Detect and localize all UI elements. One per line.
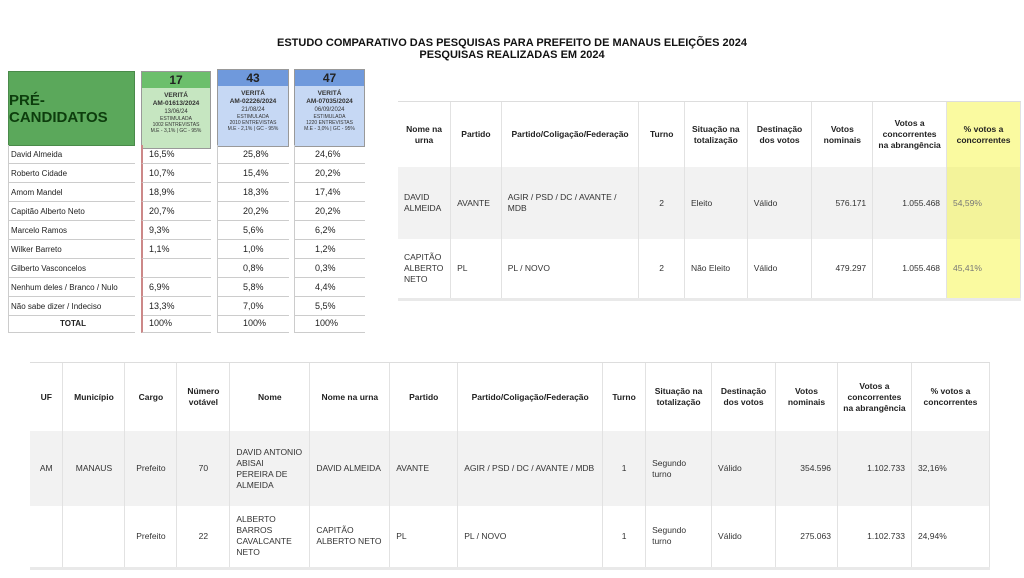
cell-nome-urna: DAVID ALMEIDA — [310, 431, 390, 506]
poll-row — [8, 164, 365, 183]
candidate-name: Nenhum deles / Branco / Nulo — [8, 278, 135, 297]
poll-value: 5,5% — [294, 297, 365, 316]
col-header-votos: Votos nominais — [812, 102, 873, 167]
cell-concorrentes: 1.102.733 — [837, 431, 911, 506]
col-header-cargo: Cargo — [125, 363, 177, 431]
col-header-destinacao: Destinação dos votos — [712, 363, 776, 431]
cell-numero: 22 — [177, 506, 230, 568]
poll-value: 9,3% — [141, 221, 211, 240]
poll-method: ESTIMULADA — [237, 114, 269, 120]
poll-value: 0,8% — [217, 259, 289, 278]
poll-value: 0,3% — [294, 259, 365, 278]
cell-pct: 45,41% — [947, 239, 1021, 299]
poll-sample: 1220 ENTREVISTAS — [306, 120, 353, 126]
poll-number: 17 — [142, 72, 210, 88]
poll-value — [141, 259, 211, 278]
poll-value: 20,2% — [217, 202, 289, 221]
cell-pct: 24,94% — [911, 506, 989, 568]
col-header-situacao: Situação na totalização — [646, 363, 712, 431]
title-line-2: PESQUISAS REALIZADAS EM 2024 — [419, 49, 605, 61]
candidate-name: Não sabe dizer / Indeciso — [8, 297, 135, 316]
cell-situacao: Segundo turno — [646, 506, 712, 568]
col-header-partido: Partido — [451, 102, 502, 167]
poll-registry: AM-07035/2024 — [306, 98, 353, 105]
cell-destinacao: Válido — [712, 431, 776, 506]
col-header-nome-urna: Nome na urna — [398, 102, 451, 167]
poll-value: 5,6% — [217, 221, 289, 240]
cell-coligacao: AGIR / PSD / DC / AVANTE / MDB — [501, 167, 639, 239]
cell-pct: 54,59% — [947, 167, 1021, 239]
poll-total-row — [8, 314, 365, 333]
cell-concorrentes: 1.055.468 — [873, 167, 947, 239]
poll-info — [218, 86, 288, 146]
candidate-name: Gilberto Vasconcelos — [8, 259, 135, 278]
cell-situacao: Segundo turno — [646, 431, 712, 506]
cell-nome-urna: CAPITÃO ALBERTO NETO — [398, 239, 451, 299]
cell-nome-urna: DAVID ALMEIDA — [398, 167, 451, 239]
col-header-situacao: Situação na totalização — [684, 102, 747, 167]
poll-registry: AM-01613/2024 — [152, 100, 200, 107]
cell-votos: 576.171 — [812, 167, 873, 239]
poll-sample: 2010 ENTREVISTAS — [229, 120, 277, 126]
cell-votos: 275.063 — [776, 506, 838, 568]
poll-info — [142, 88, 210, 148]
poll-column-2 — [217, 69, 289, 147]
poll-row — [8, 202, 365, 221]
poll-row — [8, 240, 365, 259]
poll-margin: M.E - 3,1% | GC - 95% — [150, 128, 202, 134]
poll-date: 21/08/24 — [241, 107, 265, 113]
candidates-header: PRÉ-CANDIDATOS — [8, 71, 135, 146]
poll-row — [8, 259, 365, 278]
poll-value: 24,6% — [294, 145, 365, 164]
col-header-municipio: Município — [63, 363, 125, 431]
cell-municipio — [63, 506, 125, 568]
cell-concorrentes: 1.055.468 — [873, 239, 947, 299]
poll-value: 18,3% — [217, 183, 289, 202]
poll-info — [295, 86, 364, 146]
candidate-name: David Almeida — [8, 145, 135, 164]
poll-value: 5,8% — [217, 278, 289, 297]
poll-value: 20,2% — [294, 202, 365, 221]
col-header-pct: % votos a concorrentes — [911, 363, 989, 431]
poll-number: 43 — [218, 70, 288, 86]
poll-row — [8, 221, 365, 240]
poll-column-3 — [294, 69, 365, 147]
poll-value: 1,0% — [217, 240, 289, 259]
poll-margin: M.E - 3,0% | GC - 95% — [304, 126, 355, 132]
poll-value: 20,2% — [294, 164, 365, 183]
cell-turno: 1 — [603, 431, 646, 506]
cell-destinacao: Válido — [747, 239, 812, 299]
page-title — [0, 37, 1024, 61]
col-header-turno: Turno — [603, 363, 646, 431]
col-header-concorrentes: Votos a concorrentes na abrangência — [837, 363, 911, 431]
poll-value: 17,4% — [294, 183, 365, 202]
col-header-numero: Número votável — [177, 363, 230, 431]
col-header-pct: % votos a concorrentes — [947, 102, 1021, 167]
cell-votos: 354.596 — [776, 431, 838, 506]
candidate-name: Amom Mandel — [8, 183, 135, 202]
cell-municipio: MANAUS — [63, 431, 125, 506]
poll-value: 4,4% — [294, 278, 365, 297]
cell-pct: 32,16% — [911, 431, 989, 506]
poll-date: 13/06/24 — [164, 109, 188, 115]
cell-destinacao: Válido — [747, 167, 812, 239]
table-row — [398, 167, 1021, 239]
col-header-partido: Partido — [390, 363, 458, 431]
poll-method: ESTIMULADA — [313, 114, 346, 120]
cell-coligacao: AGIR / PSD / DC / AVANTE / MDB — [458, 431, 603, 506]
cell-partido: PL — [451, 239, 502, 299]
col-header-nome-urna: Nome na urna — [310, 363, 390, 431]
cell-situacao: Eleito — [684, 167, 747, 239]
poll-method: ESTIMULADA — [160, 116, 192, 122]
cell-partido: AVANTE — [390, 431, 458, 506]
poll-margin: M.E - 2,1% | GC - 95% — [227, 126, 279, 132]
poll-value: 25,8% — [217, 145, 289, 164]
poll-value: 6,9% — [141, 278, 211, 297]
poll-institute: VERITÁ — [241, 90, 265, 97]
poll-value: 100% — [217, 314, 289, 333]
cell-coligacao: PL / NOVO — [458, 506, 603, 568]
cell-turno: 2 — [639, 239, 685, 299]
poll-value: 6,2% — [294, 221, 365, 240]
col-header-coligacao: Partido/Coligação/Federação — [501, 102, 639, 167]
poll-registry: AM-02226/2024 — [229, 98, 277, 105]
poll-row — [8, 278, 365, 297]
poll-value: 18,9% — [141, 183, 211, 202]
title-line-1: ESTUDO COMPARATIVO DAS PESQUISAS PARA PREFEITO DE MANAUS ELEIÇÕES 2024 — [276, 37, 748, 49]
cell-numero: 70 — [177, 431, 230, 506]
poll-value: 100% — [141, 314, 211, 333]
table-row — [398, 239, 1021, 299]
poll-institute: VERITÁ — [317, 90, 342, 97]
poll-value: 7,0% — [217, 297, 289, 316]
col-header-turno: Turno — [639, 102, 685, 167]
poll-value: 100% — [294, 314, 365, 333]
poll-number: 47 — [295, 70, 364, 86]
poll-institute: VERITÁ — [164, 92, 188, 99]
col-header-nome: Nome — [230, 363, 310, 431]
candidate-name: Capitão Alberto Neto — [8, 202, 135, 221]
cell-destinacao: Válido — [712, 506, 776, 568]
col-header-votos: Votos nominais — [776, 363, 838, 431]
total-label: TOTAL — [8, 314, 135, 333]
cell-cargo: Prefeito — [125, 431, 177, 506]
poll-sample: 1002 ENTREVISTAS — [152, 122, 200, 128]
second-round-results-table — [398, 101, 1021, 301]
poll-table — [8, 69, 365, 331]
col-header-uf: UF — [30, 363, 63, 431]
first-round-results-table — [30, 362, 990, 572]
poll-value: 15,4% — [217, 164, 289, 183]
col-header-concorrentes: Votos a concorrentes na abrangência — [873, 102, 947, 167]
poll-value: 1,1% — [141, 240, 211, 259]
cell-partido: PL — [390, 506, 458, 568]
candidate-name: Wilker Barreto — [8, 240, 135, 259]
poll-value: 1,2% — [294, 240, 365, 259]
poll-column-1 — [141, 71, 211, 149]
poll-value: 16,5% — [141, 145, 211, 164]
candidate-name: Marcelo Ramos — [8, 221, 135, 240]
poll-value: 20,7% — [141, 202, 211, 221]
col-header-coligacao: Partido/Coligação/Federação — [458, 363, 603, 431]
cell-coligacao: PL / NOVO — [501, 239, 639, 299]
poll-value: 10,7% — [141, 164, 211, 183]
cell-nome: ALBERTO BARROS CAVALCANTE NETO — [230, 506, 310, 568]
cell-cargo: Prefeito — [125, 506, 177, 568]
col-header-destinacao: Destinação dos votos — [747, 102, 812, 167]
cell-uf: AM — [30, 431, 63, 506]
cell-votos: 479.297 — [812, 239, 873, 299]
cell-turno: 2 — [639, 167, 685, 239]
cell-concorrentes: 1.102.733 — [837, 506, 911, 568]
cell-turno: 1 — [603, 506, 646, 568]
table-row — [30, 431, 990, 506]
candidate-name: Roberto Cidade — [8, 164, 135, 183]
table-row — [30, 506, 990, 568]
cell-nome: DAVID ANTONIO ABISAI PEREIRA DE ALMEIDA — [230, 431, 310, 506]
poll-value: 13,3% — [141, 297, 211, 316]
cell-partido: AVANTE — [451, 167, 502, 239]
cell-nome-urna: CAPITÃO ALBERTO NETO — [310, 506, 390, 568]
poll-row — [8, 183, 365, 202]
table-header-row — [398, 102, 1021, 167]
table-header-row — [30, 363, 990, 431]
cell-situacao: Não Eleito — [684, 239, 747, 299]
poll-date: 06/09/2024 — [314, 107, 345, 113]
poll-row — [8, 145, 365, 164]
cell-uf — [30, 506, 63, 568]
